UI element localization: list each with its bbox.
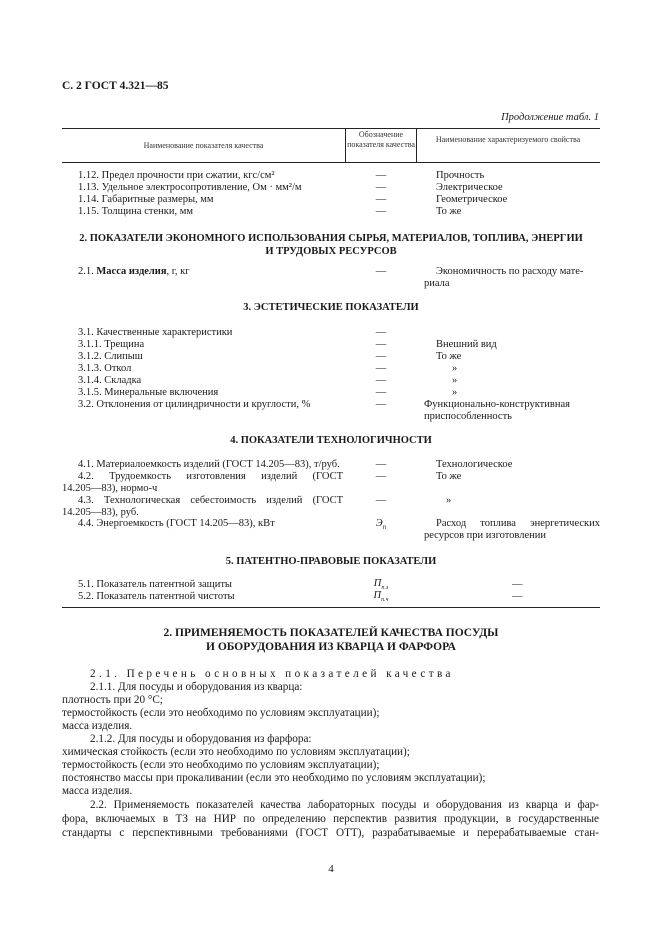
row-5-2-symbol <box>346 590 416 606</box>
para-2-1: 2.1. Перечень основных показателей качества <box>90 668 454 680</box>
row-4-3-name-line2: 14.205—83), руб. <box>62 507 139 518</box>
header-col-property: Наименование характеризуемого свойства <box>435 135 581 144</box>
row-1-15-property: То же <box>436 206 462 217</box>
row-2-1-symbol: — <box>375 266 387 277</box>
row-5-1-symbol-letter: П <box>373 578 382 589</box>
row-3-1-5-symbol: — <box>375 387 387 398</box>
row-3-1-5-property: » <box>452 387 458 398</box>
row-1-12-property: Прочность <box>436 170 485 181</box>
row-5-2-name: 5.2. Показатель патентной чистоты <box>78 591 235 602</box>
chapter-2-title: 2. ПРИМЕНЯЕМОСТЬ ПОКАЗАТЕЛЕЙ КАЧЕСТВА ПОСУДЫ <box>163 627 499 639</box>
row-4-4-name: 4.4. Энергоемкость (ГОСТ 14.205—83), кВт <box>78 518 275 529</box>
para-2-1-2: 2.1.2. Для посуды и оборудования из фарфора: <box>90 733 312 745</box>
row-4-2-name-line2: 14.205—83), нормо-ч <box>62 483 158 494</box>
row-3-1-4-property: » <box>452 375 458 386</box>
row-4-1-property: Технологическое <box>436 459 513 470</box>
row-4-3-symbol: — <box>375 495 387 506</box>
row-3-1-name: 3.1. Качественные характеристики <box>78 327 233 338</box>
continuation-label: Продолжение табл. 1 <box>501 112 599 123</box>
row-4-2-symbol: — <box>375 471 387 482</box>
para-2-2-line2: фора, включаемых в ТЗ на НИР по определению перспектив развития продукции, в государственные <box>62 813 599 825</box>
section-4-title: 4. ПОКАЗАТЕЛИ ТЕХНОЛОГИЧНОСТИ <box>230 435 432 446</box>
para-porcelain-mass-constancy: постоянство массы при прокаливании (если это необходимо по условиям эксплуатации); <box>62 772 486 784</box>
row-1-13-symbol: — <box>375 182 387 193</box>
para-2-2-line3: стандарты с перспективными требованиями (ГОСТ ОТТ), разрабатываемые и перерабатываемые стан- <box>62 827 599 839</box>
table-top-rule <box>62 128 600 129</box>
row-2-1-unit: , г, кг <box>166 266 190 277</box>
page-header: С. 2 ГОСТ 4.321—85 <box>62 80 169 92</box>
para-quartz-thermal: термостойкость (если это необходимо по условиям эксплуатации); <box>62 707 380 719</box>
row-2-1-name <box>78 266 190 278</box>
row-3-1-1-symbol: — <box>375 339 387 350</box>
row-1-12-name: 1.12. Предел прочности при сжатии, кгс/см² <box>78 170 275 181</box>
section-2-title-line2: И ТРУДОВЫХ РЕСУРСОВ <box>265 246 397 257</box>
row-3-1-2-name: 3.1.2. Слипыш <box>78 351 143 362</box>
header-col-quality-name: Наименование показателя качества <box>143 141 264 150</box>
row-1-14-name: 1.14. Габаритные размеры, мм <box>78 194 214 205</box>
row-3-1-4-name: 3.1.4. Складка <box>78 375 142 386</box>
chapter-2-title-line2: И ОБОРУДОВАНИЯ ИЗ КВАРЦА И ФАРФОРА <box>206 641 456 653</box>
row-4-1-name: 4.1. Материалоемкость изделий (ГОСТ 14.205—83), т/руб. <box>78 459 340 470</box>
para-quartz-density: плотность при 20 °С; <box>62 694 163 706</box>
row-5-1-symbol-sub: п.з <box>381 585 389 592</box>
row-4-1-symbol: — <box>375 459 387 470</box>
row-3-1-3-property: » <box>452 363 458 374</box>
row-2-1-property: Экономичность по расходу мате- <box>436 266 584 277</box>
row-5-2-symbol-letter: П <box>373 590 382 601</box>
row-4-4-symbol-letter: Э <box>375 518 383 529</box>
row-3-1-4-symbol: — <box>375 375 387 386</box>
para-porcelain-thermal: термостойкость (если это необходимо по условиям эксплуатации); <box>62 759 380 771</box>
para-2-2-line1: 2.2. Применяемость показателей качества лабораторных посуды и оборудования из кварца и фар- <box>90 799 599 811</box>
para-porcelain-mass: масса изделия. <box>62 785 133 797</box>
para-quartz-mass: масса изделия. <box>62 720 133 732</box>
para-2-1-1: 2.1.1. Для посуды и оборудования из кварца: <box>90 681 303 693</box>
page-number: 4 <box>328 863 334 875</box>
row-1-14-symbol: — <box>375 194 387 205</box>
row-3-1-1-property: Внешний вид <box>436 339 497 350</box>
row-1-14-property: Геометрическое <box>436 194 508 205</box>
table-col-divider-2 <box>416 128 417 162</box>
row-3-2-symbol: — <box>375 399 387 410</box>
row-4-3-property: » <box>446 495 452 506</box>
table-bottom-rule <box>62 607 600 608</box>
row-4-4-property-line2: ресурсов при изготовлении <box>424 530 547 541</box>
row-5-2-symbol-sub: п.ч <box>381 597 389 604</box>
row-3-2-property: Функционально-конструктивная <box>424 399 570 410</box>
section-3-title: 3. ЭСТЕТИЧЕСКИЕ ПОКАЗАТЕЛИ <box>243 302 419 313</box>
row-1-12-symbol: — <box>375 170 387 181</box>
row-1-15-name: 1.15. Толщина стенки, мм <box>78 206 193 217</box>
row-3-1-3-name: 3.1.3. Откол <box>78 363 132 374</box>
header-col-symbol: Обозначение показателя качества <box>347 130 415 149</box>
row-3-1-2-symbol: — <box>375 351 387 362</box>
row-2-1-property-line2: риала <box>424 278 450 289</box>
row-3-1-symbol: — <box>375 327 387 338</box>
row-3-2-name: 3.2. Отклонения от цилиндричности и круглости, % <box>78 399 311 410</box>
row-4-4-property: Расход топлива энергетических <box>436 518 600 529</box>
row-3-2-property-line2: приспособленность <box>424 411 512 422</box>
section-2-title: 2. ПОКАЗАТЕЛИ ЭКОНОМНОГО ИСПОЛЬЗОВАНИЯ СЫРЬЯ, МАТЕРИАЛОВ, ТОПЛИВА, ЭНЕРГИИ <box>79 233 583 244</box>
row-1-13-property: Электрическое <box>436 182 503 193</box>
row-5-1-property: — <box>512 579 523 590</box>
table-header-rule <box>62 162 600 163</box>
row-3-1-2-property: То же <box>436 351 462 362</box>
row-4-4-symbol <box>346 518 416 533</box>
row-1-13-name: 1.13. Удельное электросопротивление, Ом · мм²/м <box>78 182 302 193</box>
row-3-1-5-name: 3.1.5. Минеральные включения <box>78 387 219 398</box>
row-1-15-symbol: — <box>375 206 387 217</box>
row-5-1-name: 5.1. Показатель патентной защиты <box>78 579 232 590</box>
row-4-2-property: То же <box>436 471 462 482</box>
row-5-2-property: — <box>512 591 523 602</box>
section-5-title: 5. ПАТЕНТНО-ПРАВОВЫЕ ПОКАЗАТЕЛИ <box>225 556 437 567</box>
row-4-4-symbol-sub: п <box>382 523 387 532</box>
row-4-3-name: 4.3. Технологическая себестоимость изделий (ГОСТ <box>78 495 343 506</box>
para-porcelain-chemical: химическая стойкость (если это необходимо по условиям эксплуатации); <box>62 746 410 758</box>
row-4-2-name: 4.2. Трудоемкость изготовления изделий (ГОСТ <box>78 471 343 482</box>
row-3-1-1-name: 3.1.1. Трещина <box>78 339 145 350</box>
row-2-1-number: 2.1. <box>78 266 94 277</box>
row-2-1-bold: Масса изделия <box>96 266 167 277</box>
row-3-1-3-symbol: — <box>375 363 387 374</box>
